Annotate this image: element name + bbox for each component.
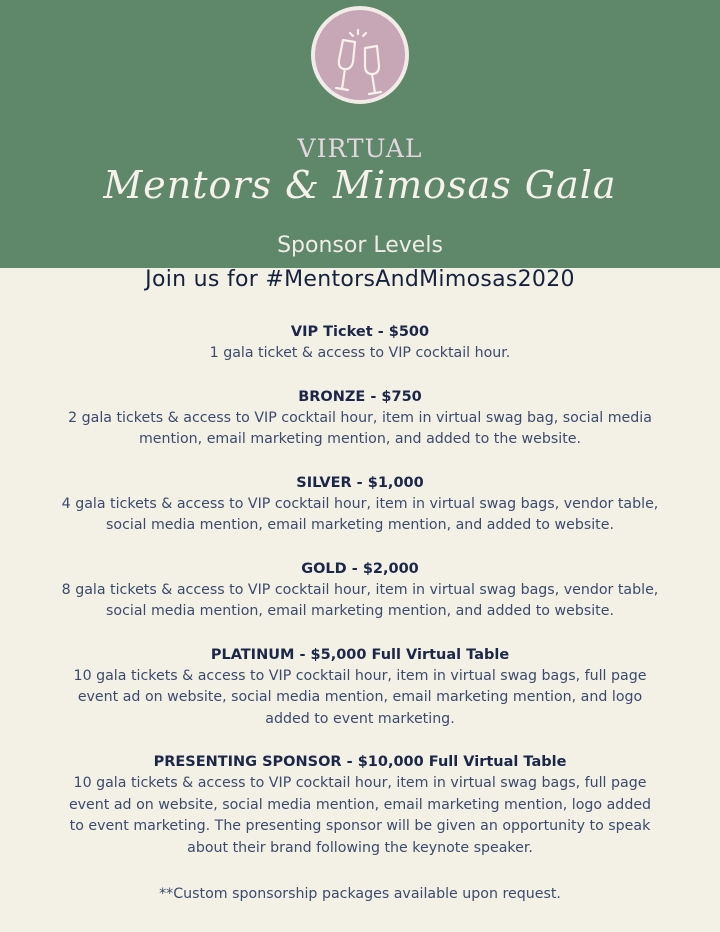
tier-platinum	[60, 645, 660, 731]
tier-title: PRESENTING SPONSOR - $10,000 Full Virtual Table	[153, 754, 567, 770]
tier-description: 1 gala ticket & access to VIP cocktail hour.	[209, 345, 511, 361]
tier-description: 8 gala tickets & access to VIP cocktail hour, item in virtual swag bags, vendor table, social media mention, email marketing mention, and added to website.	[61, 581, 659, 619]
custom-packages-footnote: **Custom sponsorship packages available upon request.	[159, 886, 561, 902]
tier-description: 2 gala tickets & access to VIP cocktail hour, item in virtual swag bag, social media mention, email marketing mention, and added to the website.	[68, 409, 652, 447]
virtual-label: VIRTUAL	[297, 134, 423, 163]
tier-title: SILVER - $1,000	[296, 474, 424, 491]
tier-description: 4 gala tickets & access to VIP cocktail hour, item in virtual swag bags, vendor table, social media mention, email marketing mention, and added to website.	[61, 495, 659, 533]
header-banner	[0, 0, 720, 268]
tier-title: PLATINUM - $5,000 Full Virtual Table	[210, 646, 510, 663]
tier-gold	[60, 559, 660, 623]
tier-description: 10 gala tickets & access to VIP cocktail hour, item in virtual swag bags, full page event ad on website, social media mention, email marketing mention, and logo added to event marketing.	[73, 667, 647, 727]
gala-title: Mentors & Mimosas Gala	[103, 163, 617, 207]
join-hashtag-heading: Join us for #MentorsAndMimosas2020	[145, 267, 575, 292]
tier-vip	[60, 322, 660, 365]
tier-silver	[60, 473, 660, 537]
tier-title: BRONZE - $750	[298, 388, 422, 405]
tier-title: VIP Ticket - $500	[290, 324, 430, 340]
sponsor-tier-list	[60, 322, 660, 881]
sponsor-levels-heading: Sponsor Levels	[277, 233, 443, 258]
tier-title: GOLD - $2,000	[301, 560, 419, 577]
tier-presenting-sponsor	[60, 752, 660, 859]
tier-description: 10 gala tickets & access to VIP cocktail hour, item in virtual swag bags, full page event ad on website, social media mention, email marketing mention, logo added to event marketing. The presenting sponsor will be given an opportunity to speak about their brand following the keynote speaker.	[68, 775, 652, 856]
tier-bronze	[60, 387, 660, 451]
champagne-glasses-icon	[309, 4, 411, 106]
